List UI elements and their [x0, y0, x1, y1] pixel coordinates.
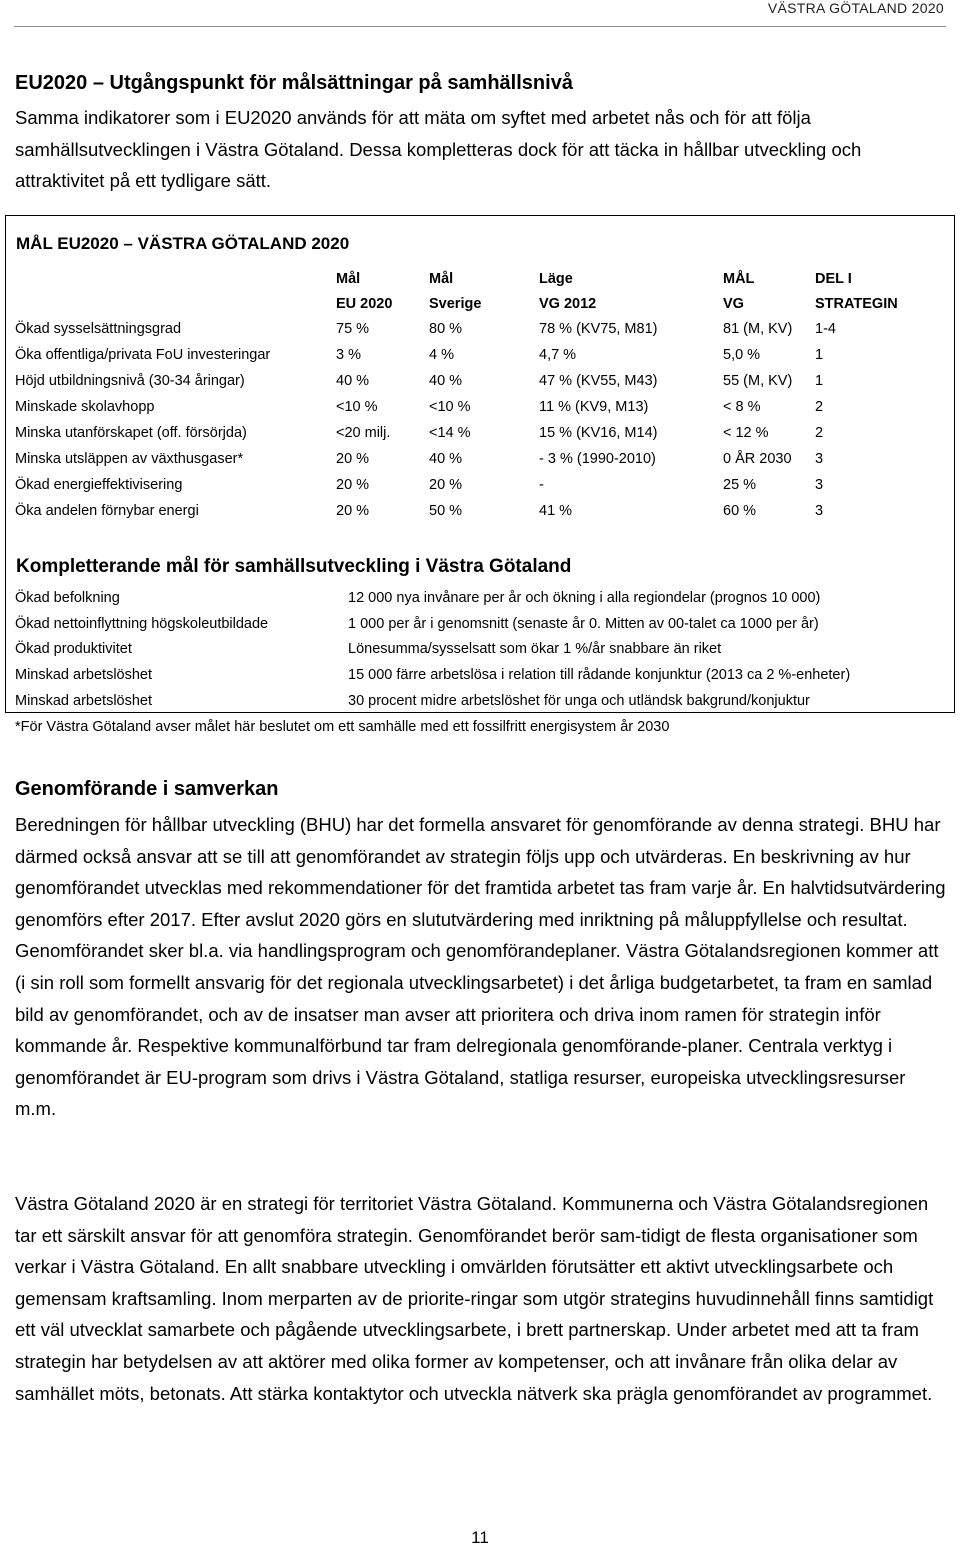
goal-value-cell: < 8 % — [723, 399, 761, 415]
goals-column-header: EU 2020 — [336, 295, 393, 312]
goals-column-header: DEL I — [815, 270, 852, 287]
complementary-goal-name: Ökad befolkning — [15, 589, 120, 606]
table-row — [15, 316, 905, 342]
goals-column-header: VG — [723, 295, 744, 312]
goal-name-cell: Minska utsläppen av växthusgaser* — [15, 451, 244, 467]
goal-value-cell: 3 — [815, 477, 824, 493]
goal-value-cell: 2 — [815, 425, 824, 441]
complementary-goal-target: 12 000 nya invånare per år och ökning i alla regiondelar (prognos 10 000) — [348, 589, 821, 606]
goal-value-cell: 4 % — [429, 347, 454, 363]
goal-value-cell: 3 — [815, 503, 824, 519]
goals-column-header — [15, 291, 336, 316]
goals-table-body — [15, 316, 905, 524]
list-item — [15, 662, 850, 688]
goals-column-header: STRATEGIN — [815, 295, 898, 312]
goals-column-header: MÅL — [723, 270, 755, 287]
section-paragraph-2: Västra Götaland 2020 är en strategi för territoriet Västra Götaland. Kommunerna och Västra Götalandsregionen tar ett särskilt ansvar för att genomföra strategin. Genomförandet berör sam-tidigt de flesta organisationer som verkar i Västra Götaland. En allt snabbare utveckling i omvärlden förutsätter ett aktivt utvecklingsarbete och gemensam kraftsamling. Inom merparten av de priorite-ringar som utgör strategins huvudinnehåll finns samtidigt ett väl utvecklat samarbete och pågående utvecklingsarbete, i brett partnerskap. Under arbetet med att ta fram strategin har betydelsen av att aktörer med olika former av kompetenser, och att invånare från olika delar av samhället möts, betonats. Att stärka kontaktytor och utveckla nätverk ska prägla genomförandet av programmet. — [15, 1193, 934, 1404]
goal-value-cell: 78 % (KV75, M81) — [539, 321, 658, 337]
goal-value-cell: <20 milj. — [336, 425, 391, 441]
goal-value-cell: - 3 % (1990-2010) — [539, 451, 656, 467]
goal-value-cell: 1 — [815, 373, 824, 389]
goal-value-cell: 20 % — [336, 451, 370, 467]
goal-value-cell: 50 % — [429, 503, 463, 519]
goal-value-cell: <14 % — [429, 425, 471, 441]
goal-value-cell: 2 — [815, 399, 824, 415]
list-item — [15, 585, 850, 611]
goal-value-cell: 15 % (KV16, M14) — [539, 425, 658, 441]
complementary-goal-target: 1 000 per år i genomsnitt (senaste år 0. Mitten av 00-talet ca 1000 per år) — [348, 615, 819, 632]
goal-name-cell: Öka andelen förnybar energi — [15, 503, 199, 519]
goal-value-cell: 1 — [815, 347, 824, 363]
goal-value-cell: 40 % — [336, 373, 370, 389]
goal-value-cell: 20 % — [336, 477, 370, 493]
goal-value-cell: 81 (M, KV) — [723, 321, 793, 337]
complementary-goal-name: Ökad produktivitet — [15, 641, 132, 658]
goal-value-cell: 40 % — [429, 373, 463, 389]
footnote: *För Västra Götaland avser målet här beslutet om ett samhälle med ett fossilfritt energisystem år 2030 — [15, 719, 670, 735]
goal-name-cell: Öka offentliga/privata FoU investeringar — [15, 347, 271, 363]
goals-column-header: Mål — [336, 270, 361, 287]
complementary-goal-target: 30 procent midre arbetslöshet för unga och utländsk bakgrund/konjuktur — [348, 693, 810, 710]
goal-value-cell: - — [539, 477, 544, 493]
goals-column-header: VG 2012 — [539, 295, 597, 312]
goal-value-cell: 40 % — [429, 451, 463, 467]
complementary-goal-name: Minskad arbetslöshet — [15, 693, 153, 710]
list-item — [15, 688, 850, 714]
goal-value-cell: <10 % — [336, 399, 378, 415]
goals-box — [5, 215, 955, 713]
table-row — [15, 446, 905, 472]
goal-name-cell: Ökad energieffektivisering — [15, 477, 183, 493]
complementary-goals-body — [15, 585, 850, 714]
goal-value-cell: 3 — [815, 451, 824, 467]
complementary-goal-name: Ökad nettoinflyttning högskoleutbildade — [15, 615, 269, 632]
goal-value-cell: 55 (M, KV) — [723, 373, 793, 389]
complementary-goal-name: Minskad arbetslöshet — [15, 667, 153, 684]
complementary-goal-target: Lönesumma/sysselsatt som ökar 1 %/år snabbare än riket — [348, 641, 722, 658]
goal-value-cell: 80 % — [429, 321, 463, 337]
goal-value-cell: 4,7 % — [539, 347, 577, 363]
goals-box-title: MÅL EU2020 – VÄSTRA GÖTALAND 2020 — [16, 234, 350, 253]
section-paragraph-1: Beredningen för hållbar utveckling (BHU) har det formella ansvaret för genomförande av denna strategi. BHU har därmed också ansvar att se till att genomförandet av strategin följs upp och utvärderas. En beskrivning av hur genomförandet utvecklas med rekommendationer för det framtida arbetet tas fram varje år. En halvtidsutvärdering genomförs efter 2017. Efter avslut 2020 görs en slututvärdering med inriktning på måluppfyllelse och resultat. Genomförandet sker bl.a. via handlingsprogram och genomförandeplaner. Västra Götalandsregionen kommer att (i sin roll som formellt ansvarig för det regionala utvecklingsarbetet) i det årliga budgetarbetet, ta fram en samlad bild av genomförandet, och av de insatser man avser att prioritera och driva inom ramen för strategin inför kommande år. Respektive kommunalförbund tar fram delregionala genomförande-planer. Centrala verktyg i genomförandet är EU-program som drivs i Västra Götaland, statliga resurser, europeiska utvecklingsresurser m.m. — [15, 814, 946, 1120]
running-header: VÄSTRA GÖTALAND 2020 — [767, 0, 944, 16]
goals-table — [15, 266, 905, 524]
goal-value-cell: 60 % — [723, 503, 757, 519]
table-row — [15, 394, 905, 420]
section-title: Genomförande i samverkan — [15, 778, 279, 800]
goals-column-header: Sverige — [429, 295, 482, 312]
complementary-goals-title: Kompletterande mål för samhällsutveckling i Västra Götaland — [16, 556, 572, 577]
list-item — [15, 611, 850, 637]
intro-title: EU2020 – Utgångspunkt för målsättningar på samhällsnivå — [15, 72, 573, 94]
goal-name-cell: Höjd utbildningsnivå (30-34 åringar) — [15, 373, 245, 389]
goal-name-cell: Minskade skolavhopp — [15, 399, 155, 415]
goals-column-header: Mål — [429, 270, 454, 287]
table-row — [15, 420, 905, 446]
page-number: 11 — [471, 1528, 489, 1547]
goal-value-cell: 3 % — [336, 347, 361, 363]
goals-column-header: Läge — [539, 270, 573, 287]
goals-header-row — [15, 291, 905, 316]
intro-paragraph: Samma indikatorer som i EU2020 används för att mäta om syftet med arbetet nås och för att följa samhällsutvecklingen i Västra Götaland. Dessa kompletteras dock för att täcka in hållbar utveckling och attraktivitet på ett tydligare sätt. — [15, 107, 862, 191]
goal-value-cell: 0 ÅR 2030 — [723, 451, 792, 467]
goal-value-cell: 20 % — [429, 477, 463, 493]
complementary-goal-target: 15 000 färre arbetslösa i relation till rådande konjunktur (2013 ca 2 %-enheter) — [348, 667, 851, 684]
complementary-goals-table — [15, 585, 850, 714]
goals-table-header — [15, 266, 905, 316]
goal-value-cell: 1-4 — [815, 321, 836, 337]
table-row — [15, 368, 905, 394]
goal-value-cell: 11 % (KV9, M13) — [539, 399, 649, 415]
table-row — [15, 472, 905, 498]
goal-name-cell: Minska utanförskapet (off. försörjda) — [15, 425, 247, 441]
goal-value-cell: < 12 % — [723, 425, 769, 441]
goal-value-cell: 41 % — [539, 503, 573, 519]
table-row — [15, 342, 905, 368]
goal-value-cell: 75 % — [336, 321, 370, 337]
goal-value-cell: 47 % (KV55, M43) — [539, 373, 658, 389]
goal-value-cell: 20 % — [336, 503, 370, 519]
goal-value-cell: 25 % — [723, 477, 757, 493]
goal-name-cell: Ökad sysselsättningsgrad — [15, 321, 182, 337]
list-item — [15, 637, 850, 663]
header-divider — [14, 26, 946, 27]
goals-column-header — [15, 266, 336, 291]
goals-header-row — [15, 266, 905, 291]
goal-value-cell: <10 % — [429, 399, 471, 415]
goal-value-cell: 5,0 % — [723, 347, 761, 363]
table-row — [15, 498, 905, 524]
